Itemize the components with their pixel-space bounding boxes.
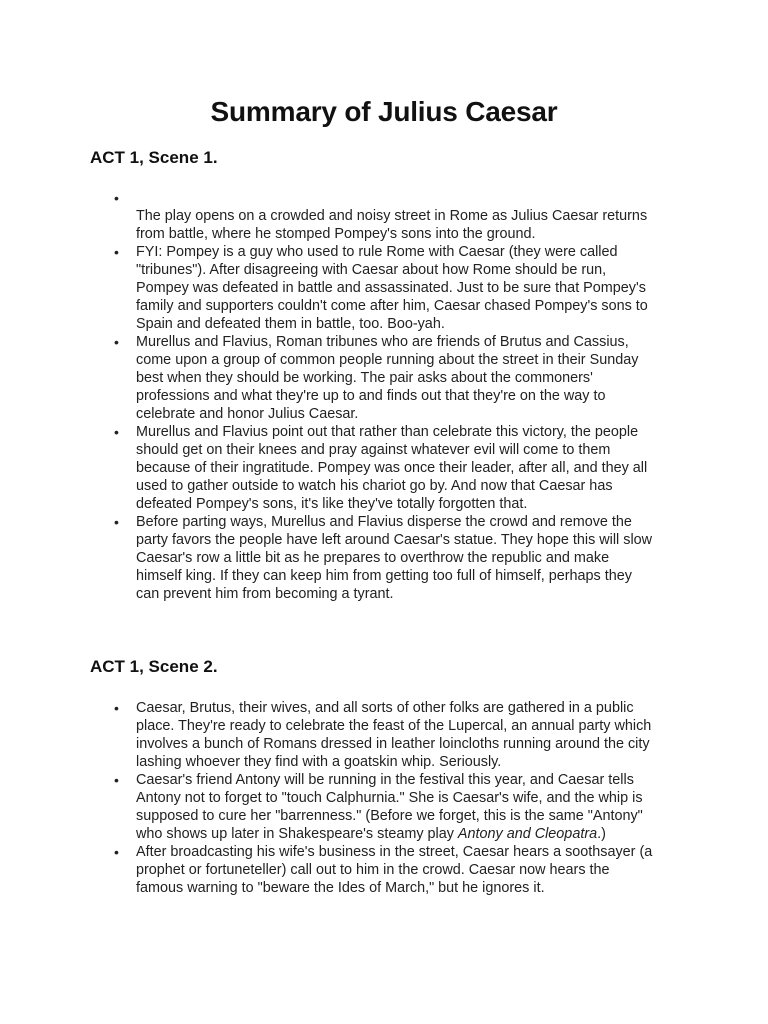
bullet-item xyxy=(114,771,690,843)
text-line: • Caesar's friend Antony will be running in the festival this year, and Caesar tells xyxy=(136,772,634,788)
text-line: because of their ingratitude. Pompey was once their leader, after all, and they all xyxy=(136,460,648,476)
bullet-item xyxy=(114,423,690,513)
bullet-item xyxy=(114,699,690,771)
text-line: should get on their knees and pray against whatever evil will come to them xyxy=(136,442,611,458)
text-line: • Before parting ways, Murellus and Flavius disperse the crowd and remove the xyxy=(136,514,632,530)
text-line xyxy=(136,825,690,843)
section-heading-act1-scene1: ACT 1, Scene 1. xyxy=(90,148,218,167)
text-line: • Murellus and Flavius, Roman tribunes who are friends of Brutus and Cassius, xyxy=(136,334,629,350)
text-line: • The play opens on a crowded and noisy street in Rome as Julius Caesar returns xyxy=(136,208,648,224)
text-line: involves a bunch of Romans dressed in leather loincloths running around the city xyxy=(136,736,650,752)
text-line: best when they should be working. The pair asks about the commoners' xyxy=(136,370,593,386)
text-line: famous warning to "beware the Ides of March," but he ignores it. xyxy=(136,880,545,896)
text-line: party favors the people have left around Caesar's statue. They hope this will slow xyxy=(136,532,653,548)
text-line: professions and what they're up to and finds out that they're on the way to xyxy=(136,388,606,404)
text-line: supposed to cure her "barrenness." (Before we forget, this is the same "Antony" xyxy=(136,808,643,824)
text-line: himself king. If they can keep him from getting too full of himself, perhaps they xyxy=(136,568,632,584)
page-title: Summary of Julius Caesar xyxy=(210,96,558,127)
text-segment: .) xyxy=(597,826,606,842)
text-line: • Murellus and Flavius point out that rather than celebrate this victory, the people xyxy=(136,424,639,440)
text-line: Spain and defeated them in battle, too. Boo-yah. xyxy=(136,316,445,332)
text-line: Caesar's row a little bit as he prepares to overthrow the republic and make xyxy=(136,550,610,566)
bullet-item xyxy=(114,189,690,243)
text-line: come upon a group of common people running about the street in their Sunday xyxy=(136,352,639,368)
text-line: place. They're ready to celebrate the feast of the Lupercal, an annual party which xyxy=(136,718,652,734)
bullet-list-act1-scene1 xyxy=(114,189,690,603)
text-line: defeated Pompey's sons, it's like they've totally forgotten that. xyxy=(136,496,528,512)
text-line: can prevent him from becoming a tyrant. xyxy=(136,586,394,602)
italic-play-title: Antony and Cleopatra xyxy=(457,826,598,842)
bullet-item xyxy=(114,333,690,423)
text-line: "tribunes"). After disagreeing with Caesar about how Rome should be run, xyxy=(136,262,607,278)
text-line: • After broadcasting his wife's business in the street, Caesar hears a soothsayer (a xyxy=(136,844,653,860)
text-line: used to gather outside to watch his chariot go by. And now that Caesar has xyxy=(136,478,613,494)
bullet-list-act1-scene2 xyxy=(114,699,690,897)
bullet-item xyxy=(114,243,690,333)
text-line: prophet or fortuneteller) call out to him in the crowd. Caesar now hears the xyxy=(136,862,610,878)
text-line: celebrate and honor Julius Caesar. xyxy=(136,406,359,422)
text-line: from battle, where he stomped Pompey's sons into the ground. xyxy=(136,226,536,242)
section-heading-act1-scene2: ACT 1, Scene 2. xyxy=(90,657,218,676)
text-line: Antony not to forget to "touch Calphurnia." She is Caesar's wife, and the whip is xyxy=(136,790,643,806)
text-line: • Caesar, Brutus, their wives, and all sorts of other folks are gathered in a public xyxy=(136,700,634,716)
text-line: • FYI: Pompey is a guy who used to rule Rome with Caesar (they were called xyxy=(136,244,618,260)
blank-line xyxy=(136,189,690,207)
text-line: lashing whoever they find with a goatskin whip. Seriously. xyxy=(136,754,502,770)
bullet-item xyxy=(114,843,690,897)
bullet-item xyxy=(114,513,690,603)
text-line: family and supporters couldn't come after him, Caesar chased Pompey's sons to xyxy=(136,298,648,314)
text-segment: who shows up later in Shakespeare's steamy play xyxy=(136,826,458,842)
text-line: Pompey was defeated in battle and assassinated. Just to be sure that Pompey's xyxy=(136,280,646,296)
